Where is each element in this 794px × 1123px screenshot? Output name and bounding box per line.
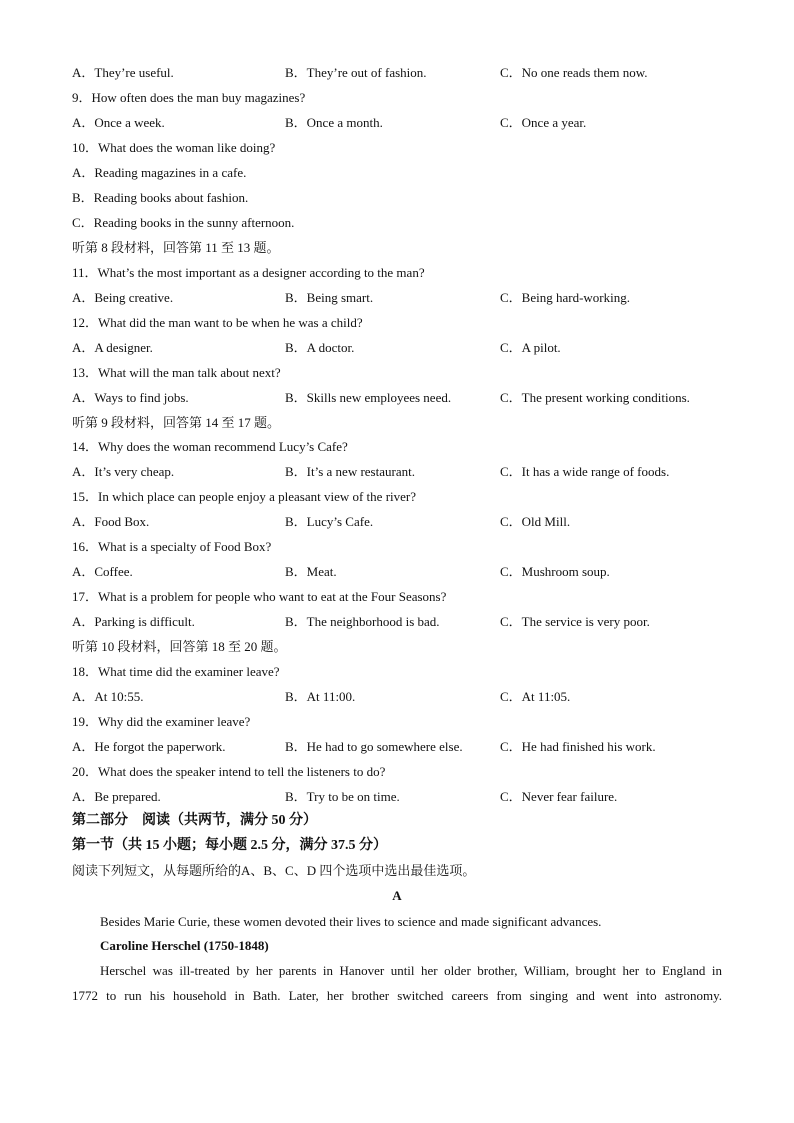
q19-option-a: A．He forgot the paperwork.	[72, 739, 226, 754]
q14-option-b: B．It’s a new restaurant.	[285, 464, 415, 479]
q19-option-c: C．He had finished his work.	[500, 739, 656, 754]
q10-option-a: A．Reading magazines in a cafe.	[72, 165, 247, 180]
q14-stem: 14．Why does the woman recommend Lucy’s Cafe?	[72, 439, 348, 454]
q16-option-c: C．Mushroom soup.	[500, 564, 610, 579]
q9-option-b: B．Once a month.	[285, 115, 383, 130]
q15-options	[72, 512, 722, 532]
q18-option-b: B．At 11:00.	[285, 689, 356, 704]
q18-options	[72, 687, 722, 707]
q12-option-a: A．A designer.	[72, 340, 153, 355]
q16-options	[72, 562, 722, 582]
q16-option-a: A．Coffee.	[72, 564, 133, 579]
q15-option-c: C．Old Mill.	[500, 514, 571, 529]
part-2-heading: 第二部分 阅读（共两节，满分 50 分）	[72, 813, 317, 828]
q12-option-c: C．A pilot.	[500, 340, 561, 355]
q10-option-b: B．Reading books about fashion.	[72, 190, 249, 205]
q19-stem: 19．Why did the examiner leave?	[72, 714, 251, 729]
q18-stem: 18．What time did the examiner leave?	[72, 664, 280, 679]
section-10-instruction: 听第 10 段材料，回答第 18 至 20 题。	[72, 639, 287, 654]
q15-option-b: B．Lucy’s Cafe.	[285, 514, 374, 529]
q16-stem: 16．What is a specialty of Food Box?	[72, 539, 272, 554]
q14-option-a: A．It’s very cheap.	[72, 464, 175, 479]
q15-option-a: A．Food Box.	[72, 514, 150, 529]
passage-paragraph	[72, 958, 722, 1008]
q14-option-c: C．It has a wide range of foods.	[500, 464, 670, 479]
section-8-instruction: 听第 8 段材料，回答第 11 至 13 题。	[72, 240, 280, 255]
q12-option-b: B．A doctor.	[285, 340, 355, 355]
reading-instruction: 阅读下列短文，从每题所给的A、B、C、D 四个选项中选出最佳选项。	[72, 863, 476, 878]
q12-stem: 12．What did the man want to be when he was a child?	[72, 315, 363, 330]
q8-option-b: B．They’re out of fashion.	[285, 65, 427, 80]
q10-stem: 10．What does the woman like doing?	[72, 140, 276, 155]
q17-option-b: B．The neighborhood is bad.	[285, 614, 440, 629]
q13-option-b: B．Skills new employees need.	[285, 390, 452, 405]
q11-option-b: B．Being smart.	[285, 290, 374, 305]
paragraph-line-2: 1772 to run his household in Bath. Later, her brother switched careers from singing and went into astronomy.	[72, 988, 722, 1003]
q9-options	[72, 113, 722, 133]
q17-option-a: A．Parking is difficult.	[72, 614, 195, 629]
q8-options	[72, 63, 722, 83]
section-9-instruction: 听第 9 段材料，回答第 14 至 17 题。	[72, 415, 281, 430]
q10-option-c: C．Reading books in the sunny afternoon.	[72, 215, 295, 230]
q13-options	[72, 388, 722, 408]
q14-options	[72, 462, 722, 482]
q9-option-c: C．Once a year.	[500, 115, 587, 130]
q9-stem: 9．How often does the man buy magazines?	[72, 90, 306, 105]
q8-option-c: C．No one reads them now.	[500, 65, 648, 80]
q17-stem: 17．What is a problem for people who want to eat at the Four Seasons?	[72, 589, 447, 604]
person-heading: Caroline Herschel (1750-1848)	[100, 938, 269, 953]
q19-options	[72, 737, 722, 757]
q8-option-a: A．They’re useful.	[72, 65, 174, 80]
q13-option-c: C．The present working conditions.	[500, 390, 690, 405]
q16-option-b: B．Meat.	[285, 564, 337, 579]
q20-option-a: A．Be prepared.	[72, 789, 161, 804]
q20-options	[72, 787, 722, 807]
q13-stem: 13．What will the man talk about next?	[72, 365, 281, 380]
q15-stem: 15．In which place can people enjoy a pleasant view of the river?	[72, 489, 416, 504]
q19-option-b: B．He had to go somewhere else.	[285, 739, 463, 754]
q11-stem: 11．What’s the most important as a designer according to the man?	[72, 265, 425, 280]
q12-options	[72, 338, 722, 358]
q20-option-c: C．Never fear failure.	[500, 789, 618, 804]
q13-option-a: A．Ways to find jobs.	[72, 390, 189, 405]
q18-option-c: C．At 11:05.	[500, 689, 571, 704]
q11-option-a: A．Being creative.	[72, 290, 174, 305]
passage-intro: Besides Marie Curie, these women devoted their lives to science and made significant advances.	[100, 914, 602, 929]
q18-option-a: A．At 10:55.	[72, 689, 144, 704]
q17-options	[72, 612, 722, 632]
q11-options	[72, 288, 722, 308]
q20-option-b: B．Try to be on time.	[285, 789, 400, 804]
q17-option-c: C．The service is very poor.	[500, 614, 650, 629]
q9-option-a: A．Once a week.	[72, 115, 165, 130]
passage-label: A	[392, 888, 402, 903]
q11-option-c: C．Being hard-working.	[500, 290, 630, 305]
section-1-heading: 第一节（共 15 小题；每小题 2.5 分，满分 37.5 分）	[72, 838, 387, 853]
q20-stem: 20．What does the speaker intend to tell the listeners to do?	[72, 764, 386, 779]
paragraph-line-1: Herschel was ill-treated by her parents in Hanover until her older brother, William, brought her to England in	[100, 963, 722, 978]
